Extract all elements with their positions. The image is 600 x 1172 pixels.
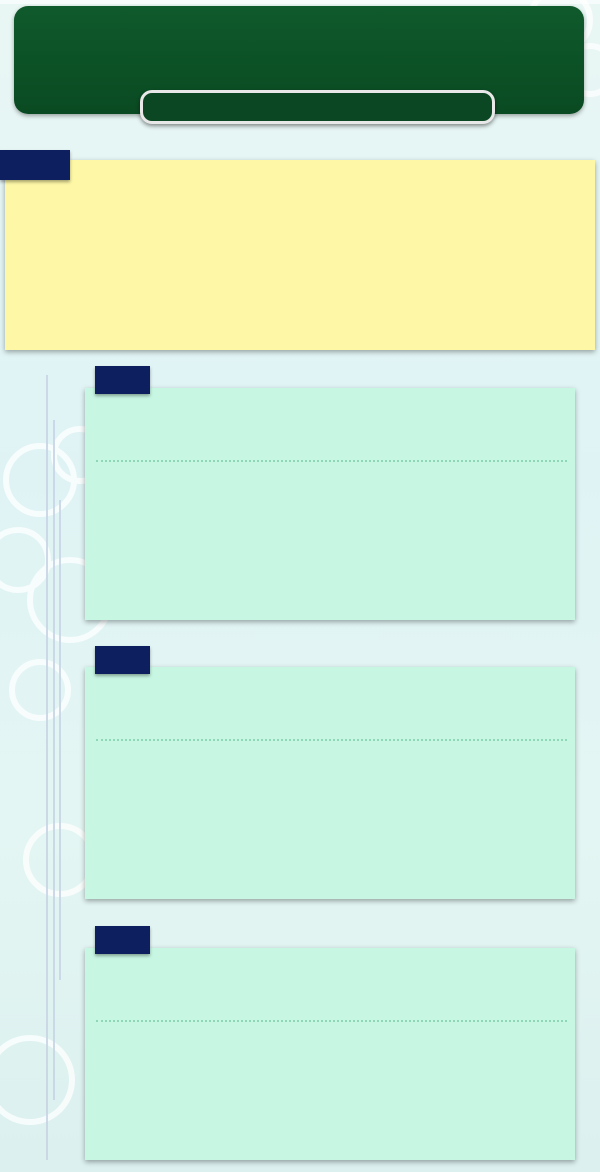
divider [96, 739, 567, 741]
step-2a-box [85, 388, 575, 620]
step-2a-badge [95, 366, 150, 394]
intro-subtitle [140, 90, 495, 124]
step-1-body [25, 212, 580, 232]
step-2v-box [85, 948, 575, 1160]
step-1-badge [0, 150, 70, 180]
step-1-box [5, 160, 595, 350]
step-2b-badge [95, 646, 150, 674]
divider [96, 460, 567, 462]
step-2b-box [85, 667, 575, 899]
divider [96, 1020, 567, 1022]
step-2v-badge [95, 926, 150, 954]
